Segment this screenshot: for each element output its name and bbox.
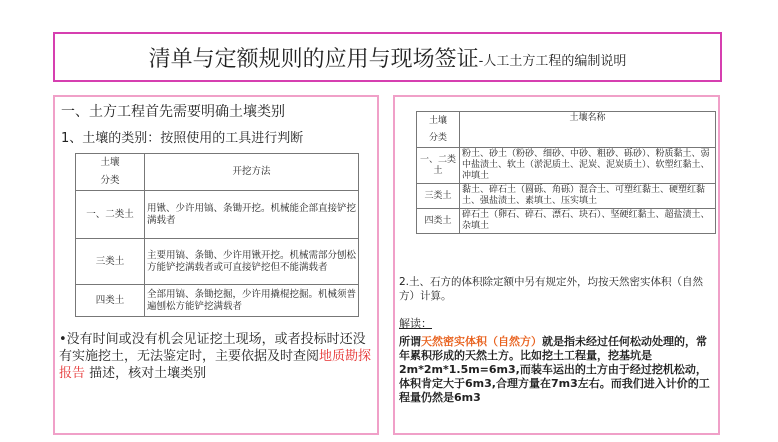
table-cell: 三类土 xyxy=(76,239,145,285)
table-header-row xyxy=(76,154,359,191)
para-text: 就是指未经过任何松动处理的，常年累积形成的天然土方。比如挖土工程量，挖基坑是2m*2m*1.5m=6m3,而装车运出的土方由于经过挖机松动，体积肯定大于6m3,合理方量在7m3左右。而我们进入计价的工程量仍然是6m3 xyxy=(399,335,710,404)
table-cell: 碎石土（卵石、碎石、漂石、块石）、坚硬红黏土、超盐渍土、杂填土 xyxy=(460,209,716,234)
note-text: 描述，核对土壤类别 xyxy=(85,366,207,381)
interpretation-label: 解读： xyxy=(399,317,432,330)
point-two-text: 2.土、石方的体积除定额中另有规定外，均按天然密实体积（自然方）计算。 xyxy=(399,276,704,302)
header-label: 土壤 xyxy=(100,157,120,168)
table-cell: 四类土 xyxy=(76,285,145,317)
table-row xyxy=(417,148,716,184)
table-row xyxy=(76,239,359,285)
table-cell: 四类土 xyxy=(417,209,460,234)
table-cell: 一、二类土 xyxy=(76,191,145,239)
table-header-cell xyxy=(76,154,145,191)
soil-method-table xyxy=(75,153,359,317)
para-text: 所谓 xyxy=(399,335,421,348)
left-panel xyxy=(53,95,379,435)
header-label: 分类 xyxy=(428,132,447,143)
right-panel xyxy=(393,95,720,435)
table-row xyxy=(76,191,359,239)
table-cell: 一、二类土 xyxy=(417,148,460,184)
header-label: 分类 xyxy=(100,175,120,186)
para-highlight: 天然密实体积（自然方） xyxy=(421,335,542,348)
header-label: 土壤 xyxy=(428,115,447,126)
table-cell: 三类土 xyxy=(417,184,460,209)
interpretation-paragraph xyxy=(399,335,717,405)
table-header-cell: 土壤名称 xyxy=(460,112,716,148)
table-header-row xyxy=(417,112,716,148)
table-cell: 主要用镐、条锄、少许用锹开挖。机械需部分刨松方能铲挖满载者或可直接铲挖但不能满载者 xyxy=(145,239,359,285)
slide-subtitle: -人工土方工程的编制说明 xyxy=(478,53,627,69)
table-row xyxy=(76,285,359,317)
table-header-cell xyxy=(417,112,460,148)
table-cell: 黏土、碎石土（圆砾、角砾）混合土、可塑红黏土、硬塑红黏土、强盐渍土、素填土、压实填土 xyxy=(460,184,716,209)
table-cell: 全部用镐、条锄挖掘，少许用撬棍挖掘。机械须普遍刨松方能铲挖满载者 xyxy=(145,285,359,317)
note-highlight: 地质勘探报告 xyxy=(59,349,372,381)
title-box xyxy=(53,32,722,82)
slide-title: 清单与定额规则的应用与现场签证 xyxy=(148,46,479,72)
soil-name-table xyxy=(416,111,716,234)
note-paragraph xyxy=(59,331,377,382)
table-cell: 粉土、砂土（粉砂、细砂、中砂、粗砂、砾砂）、粉质黏土、弱中盐渍土、软土（淤泥质土、泥炭、泥炭质土）、软塑红黏土、冲填土 xyxy=(460,148,716,184)
table-row xyxy=(417,209,716,234)
table-row xyxy=(417,184,716,209)
note-text: •没有时间或没有机会见证挖土现场，或者投标时还没有实施挖土，无法鉴定时，主要依据及时查阅 xyxy=(59,332,366,364)
table-cell: 用锹、少许用镐、条锄开挖。机械能企部直接铲挖满载者 xyxy=(145,191,359,239)
section-heading: 一、土方工程首先需要明确土壤类别 xyxy=(61,104,285,120)
section-subheading: 1、土壤的类别：按照使用的工具进行判断 xyxy=(61,131,304,146)
table-header-cell: 开挖方法 xyxy=(145,154,359,191)
